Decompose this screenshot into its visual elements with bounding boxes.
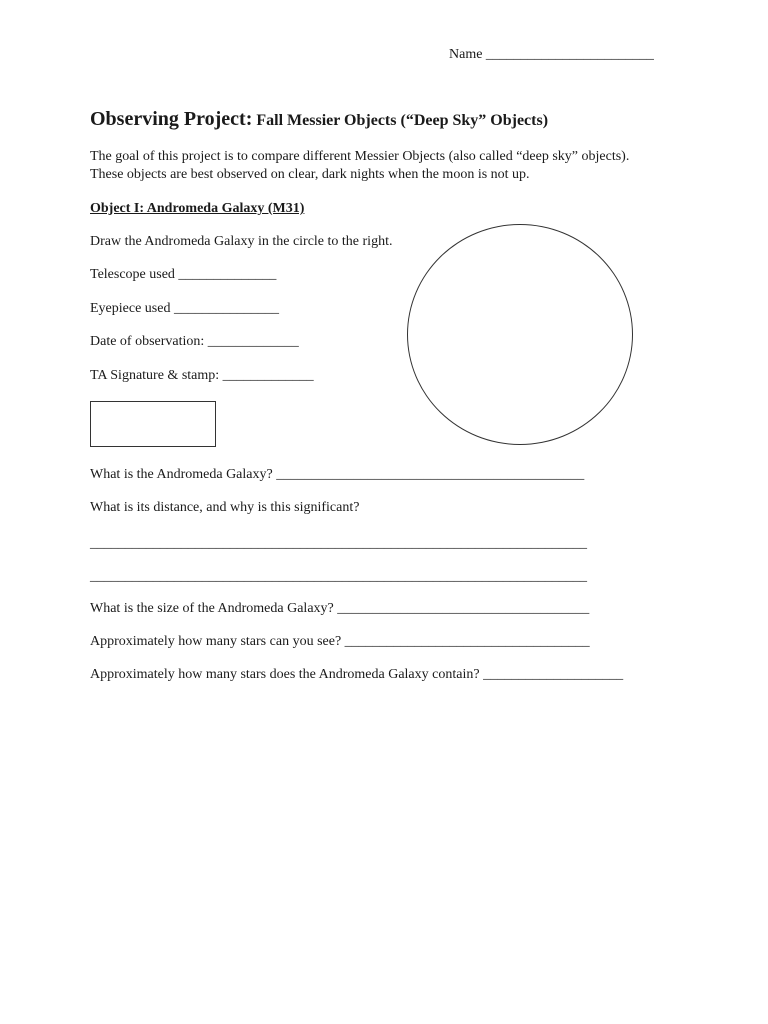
- answer-line-1[interactable]: _______________________________________________________________________: [90, 536, 587, 551]
- draw-instruction: Draw the Andromeda Galaxy in the circle to the right.: [90, 234, 393, 249]
- stamp-box[interactable]: [90, 401, 216, 447]
- title-sub: Fall Messier Objects (“Deep Sky” Objects): [256, 112, 549, 129]
- page-title: [90, 108, 548, 131]
- name-field[interactable]: Name ________________________: [449, 47, 654, 62]
- eyepiece-field[interactable]: Eyepiece used _______________: [90, 301, 279, 316]
- title-main: Observing Project:: [90, 108, 253, 130]
- question-stars-seen[interactable]: Approximately how many stars can you see? ___________________________________: [90, 634, 590, 649]
- intro-line-1: The goal of this project is to compare different Messier Objects (also called “deep sky” objects).: [90, 149, 630, 164]
- question-stars-contained[interactable]: Approximately how many stars does the Andromeda Galaxy contain? ____________________: [90, 667, 624, 682]
- ta-signature-field[interactable]: TA Signature & stamp: _____________: [90, 368, 314, 383]
- drawing-circle[interactable]: [407, 224, 633, 445]
- question-distance: What is its distance, and why is this significant?: [90, 500, 360, 515]
- telescope-field[interactable]: Telescope used ______________: [90, 267, 277, 282]
- question-size[interactable]: What is the size of the Andromeda Galaxy? ____________________________________: [90, 601, 590, 616]
- answer-line-2[interactable]: _______________________________________________________________________: [90, 569, 587, 584]
- date-field[interactable]: Date of observation: _____________: [90, 334, 299, 349]
- object-heading: Object I: Andromeda Galaxy (M31): [90, 201, 305, 216]
- question-what-is[interactable]: What is the Andromeda Galaxy? ____________________________________________: [90, 467, 585, 482]
- intro-line-2: These objects are best observed on clear, dark nights when the moon is not up.: [90, 167, 530, 182]
